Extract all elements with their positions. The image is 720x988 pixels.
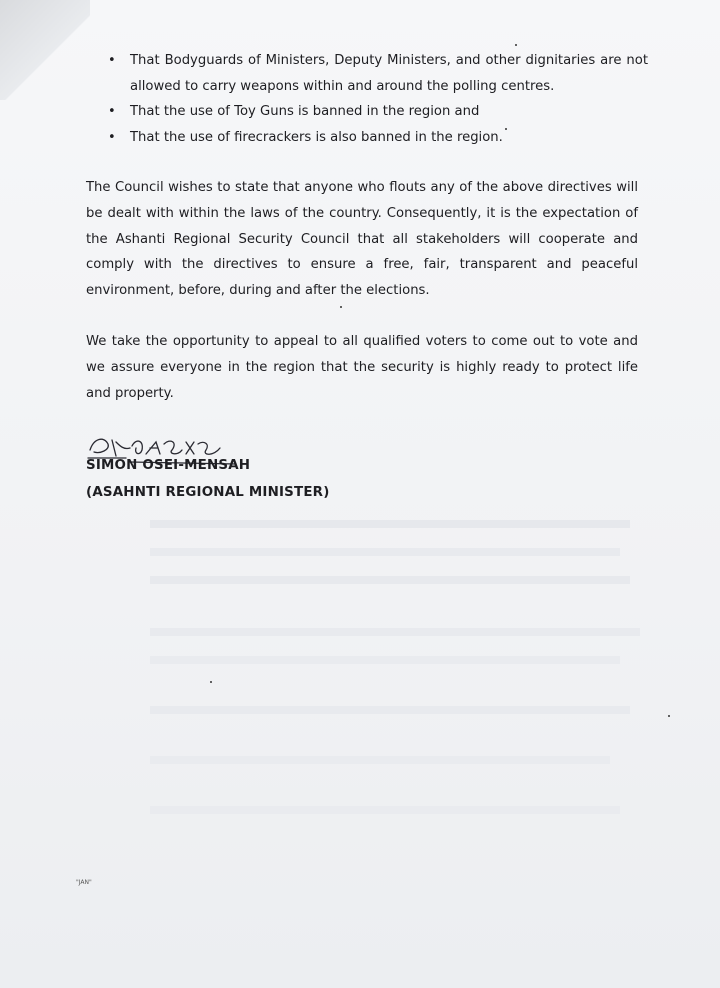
warning-paragraph: The Council wishes to state that anyone who flouts any of the above directives will be dealt with within the laws of the country. Consequently, it is the expectation of the Ashanti Regional Security Council that all stakeholders will cooperate and comply with the directives to ensure a free, fair, transparent and peaceful environment, before, during and after the elections. xyxy=(86,180,638,299)
ink-speck xyxy=(210,681,212,683)
ink-speck xyxy=(515,44,517,46)
bullet-item: • That Bodyguards of Ministers, Deputy Ministers, and other dignitaries are not allowed to carry weapons within and around the polling centres. xyxy=(108,48,648,99)
bullet-item: • That the use of Toy Guns is banned in the region and xyxy=(108,99,648,125)
ink-speck xyxy=(340,306,342,308)
folded-corner-shadow xyxy=(0,0,90,100)
bullet-item: • That the use of firecrackers is also banned in the region. xyxy=(108,125,648,151)
signatory-title: (ASAHNTI REGIONAL MINISTER) xyxy=(86,485,330,500)
appeal-paragraph: We take the opportunity to appeal to all qualified voters to come out to vote and we assure everyone in the region that the security is highly ready to protect life and property. xyxy=(86,334,638,401)
ink-speck xyxy=(505,128,507,130)
footer-mark: "JAN" xyxy=(76,879,92,886)
directive-bullet-list xyxy=(108,48,648,150)
signatory-name: SIMON OSEI-MENSAH xyxy=(86,458,251,473)
ink-speck xyxy=(668,715,670,717)
